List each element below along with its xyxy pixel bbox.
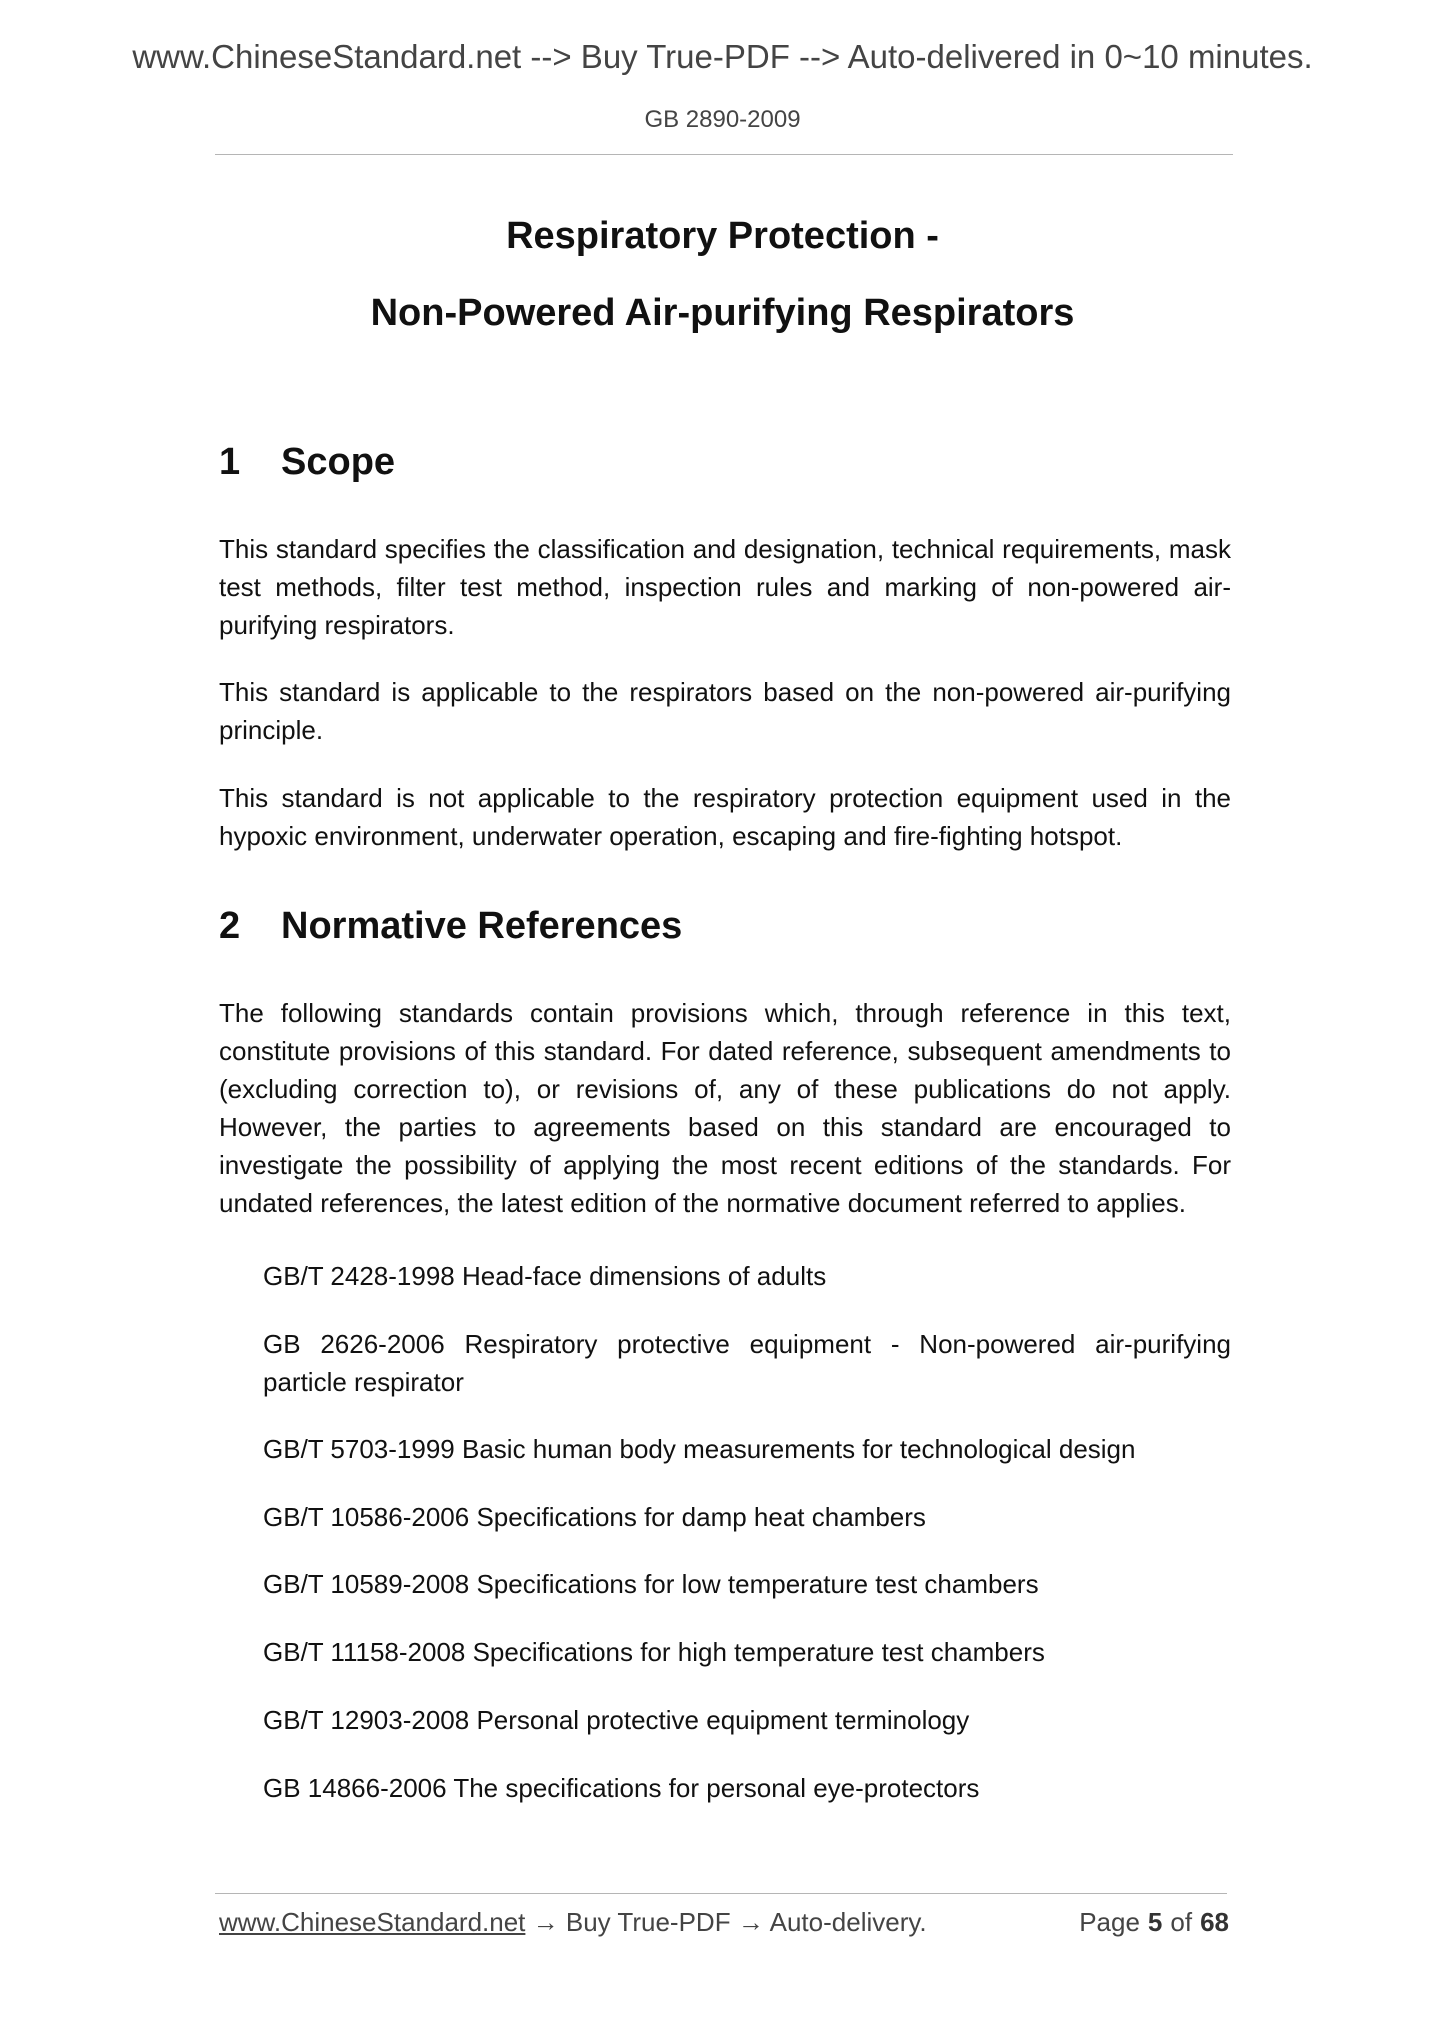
section-heading-scope xyxy=(219,441,395,484)
reference-item: GB 14866-2006 The specifications for personal eye-protectors xyxy=(263,1773,980,1803)
footer-buy-text: Buy True-PDF xyxy=(565,1907,731,1937)
header-divider xyxy=(215,154,1233,155)
references-intro-paragraph: The following standards contain provisions which, through reference in this text, constitute provisions of this standard. For dated reference, subsequent amendments to (excluding correction to), or revisions of, any of these publications do not apply. However, the parties to agreements based on this standard are encouraged to investigate the possibility of applying the most recent editions of the standards. For undated references, the latest edition of the normative document referred to applies. xyxy=(219,998,1231,1218)
document-title-line-2: Non-Powered Air-purifying Respirators xyxy=(370,292,1075,334)
reference-item: GB/T 2428-1998 Head-face dimensions of adults xyxy=(263,1261,827,1291)
site-banner: www.ChineseStandard.net --> Buy True-PDF --> Auto-delivered in 0~10 minutes. xyxy=(132,38,1313,75)
page-indicator xyxy=(1079,1907,1229,1938)
section-number: 2 xyxy=(219,905,241,947)
arrow-right-icon: → xyxy=(532,1907,559,1937)
section-number: 1 xyxy=(219,441,241,483)
section-title: Scope xyxy=(281,441,396,483)
scope-paragraph: This standard is applicable to the respirators based on the non-powered air-purifying principle. xyxy=(219,677,1231,745)
document-title-line-1: Respiratory Protection - xyxy=(506,215,939,257)
of-word: of xyxy=(1170,1907,1193,1937)
reference-item: GB/T 12903-2008 Personal protective equipment terminology xyxy=(263,1705,970,1735)
page-word: Page xyxy=(1079,1907,1140,1937)
arrow-right-icon: → xyxy=(737,1907,764,1937)
total-page-count: 68 xyxy=(1200,1907,1229,1937)
page-footer xyxy=(219,1907,1229,1938)
scope-paragraph: This standard is not applicable to the respiratory protection equipment used in the hypoxic environment, underwater operation, escaping and fire-fighting hotspot. xyxy=(219,783,1231,851)
section-heading-normative-references xyxy=(219,905,682,948)
scope-paragraph: This standard specifies the classification and designation, technical requirements, mask test methods, filter test method, inspection rules and marking of non-powered air-purifying respirators. xyxy=(219,534,1231,640)
section-title: Normative References xyxy=(281,905,683,947)
reference-item: GB/T 11158-2008 Specifications for high temperature test chambers xyxy=(263,1637,1045,1667)
footer-delivery-text: Auto-delivery. xyxy=(769,1907,927,1937)
current-page-number: 5 xyxy=(1147,1907,1163,1937)
reference-item: GB/T 10589-2008 Specifications for low temperature test chambers xyxy=(263,1569,1039,1599)
reference-item: GB/T 5703-1999 Basic human body measurements for technological design xyxy=(263,1434,1136,1464)
reference-item: GB/T 10586-2006 Specifications for damp heat chambers xyxy=(263,1502,926,1532)
document-number: GB 2890-2009 xyxy=(644,106,801,133)
footer-site-link[interactable]: www.ChineseStandard.net xyxy=(219,1907,526,1937)
footer-divider xyxy=(215,1893,1227,1894)
reference-item: GB 2626-2006 Respiratory protective equipment - Non-powered air-purifying particle respirator xyxy=(263,1329,1231,1397)
